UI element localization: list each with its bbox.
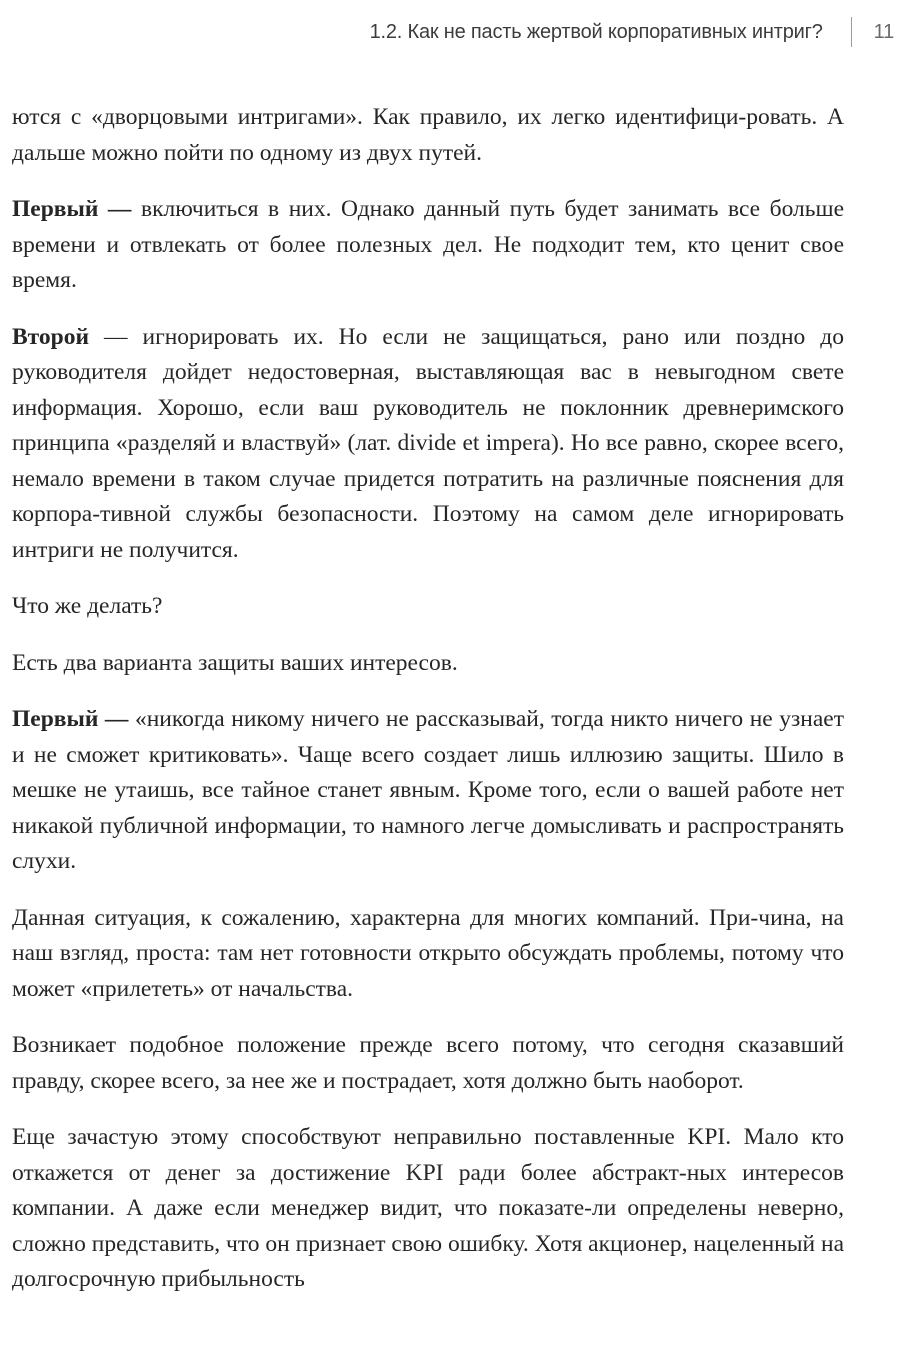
paragraph: Первый — «никогда никому ничего не рассказывай, тогда никто ничего не узнает и не сможет критиковать». Чаще всего создает лишь иллюзию защиты. Шило в мешке не утаишь, все тайное станет явным. Кроме того, если о вашей работе нет никакой публичной информации, то намного легче домысливать и распространять слухи. — [12, 706, 844, 874]
page-body — [12, 100, 844, 1319]
page-number: 11 — [873, 20, 894, 43]
paragraph: Что же делать? — [12, 593, 163, 619]
running-header-title: 1.2. Как не пасть жертвой корпоративных интриг? — [369, 20, 823, 43]
header-divider — [851, 17, 852, 47]
paragraph: Второй — игнорировать их. Но если не защищаться, рано или поздно до руководителя дойдет недостоверная, выставляющая вас в невыгодном свете информация. Хорошо, если ваш руководитель не поклонник древнеримского принципа «разделяй и властвуй» (лат. divide et impera). Но все равно, скорее всего, немало времени в таком случае придется потратить на различные пояснения для корпора-тивной службы безопасности. Поэтому на самом деле игнорировать интриги не получится. — [12, 323, 844, 563]
paragraph: Данная ситуация, к сожалению, характерна для многих компаний. При-чина, на наш взгляд, проста: там нет готовности открыто обсуждать проблемы, потому что может «прилететь» от начальства. — [12, 904, 844, 1002]
paragraph: Еще зачастую этому способствуют неправильно поставленные KPI. Мало кто откажется от денег за достижение KPI ради более абстракт-ных интересов компании. А даже если менеджер видит, что показате-ли определены неверно, сложно представить, что он признает свою ошибку. Хотя акционер, нацеленный на долгосрочную прибыльность — [12, 1124, 844, 1292]
paragraph-lead: Первый — — [12, 706, 129, 732]
paragraph: Первый — включиться в них. Однако данный путь будет занимать все больше времени и отвлекать от более полезных дел. Не подходит тем, кто ценит свое время. — [12, 196, 845, 293]
paragraph: Есть два варианта защиты ваших интересов. — [12, 649, 458, 676]
running-header — [0, 14, 894, 50]
paragraph-lead: Второй — [12, 323, 90, 350]
paragraph: ются с «дворцовыми интригами». Как правило, их легко идентифици-ровать. А дальше можно пойти по одному из двух путей. — [12, 104, 844, 166]
paragraph: Возникает подобное положение прежде всего потому, что сегодня сказавший правду, скорее всего, за нее же и пострадает, хотя должно быть наоборот. — [12, 1032, 844, 1094]
paragraph-lead: Первый — — [12, 196, 132, 222]
